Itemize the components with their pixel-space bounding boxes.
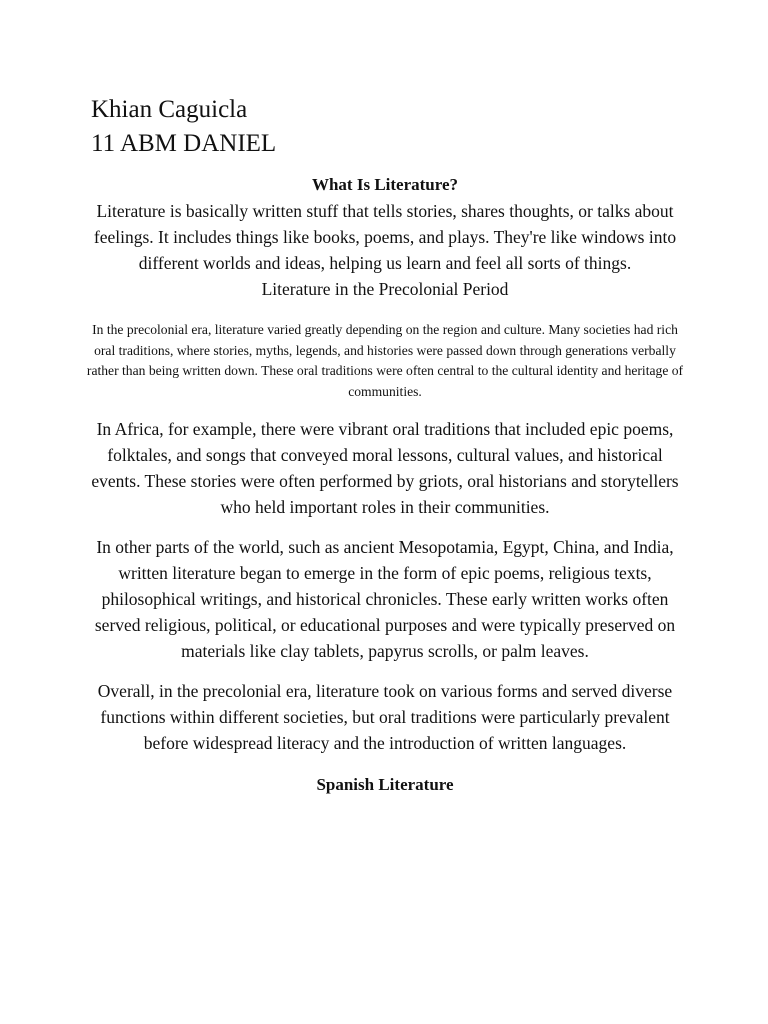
paragraph-precolonial-intro: In the precolonial era, literature varied greatly depending on the region and culture. Many societies had rich oral traditions, where stories, myths, legends, and histories were passed down through generations verbally rather than being written down. These oral traditions were often central to the cultural identity and heritage of communities. <box>86 322 684 399</box>
paragraph-what-is-literature: Literature is basically written stuff that tells stories, shares thoughts, or talks about feelings. It includes things like books, poems, and plays. They're like windows into different worlds and ideas, helping us learn and feel all sorts of things. <box>93 201 677 273</box>
author-block <box>91 93 276 161</box>
heading-precolonial-period: Literature in the Precolonial Period <box>261 279 509 299</box>
spacer <box>86 520 684 534</box>
spacer <box>86 756 684 772</box>
heading-what-is-literature: What Is Literature? <box>311 175 459 194</box>
paragraph-overall: Overall, in the precolonial era, literature took on various forms and served diverse functions within different societies, but oral traditions were particularly prevalent before widespread literacy and the introduction of written languages. <box>97 681 673 754</box>
spacer <box>86 302 684 320</box>
spacer <box>86 664 684 678</box>
paragraph-africa: In Africa, for example, there were vibrant oral traditions that included epic poems, folktales, and songs that conveyed moral lessons, cultural values, and historical events. These stories were often performed by griots, oral historians and storytellers who held important roles in their communities. <box>91 419 679 518</box>
author-section: 11 ABM DANIEL <box>91 130 277 157</box>
spacer <box>86 402 684 416</box>
document-body <box>86 172 684 798</box>
heading-spanish-literature: Spanish Literature <box>316 775 454 795</box>
author-name: Khian Caguicla <box>91 96 248 123</box>
paragraph-other-parts-of-world: In other parts of the world, such as ancient Mesopotamia, Egypt, China, and India, written literature began to emerge in the form of epic poems, religious texts, philosophical writings, and historical chronicles. These early written works often served religious, political, or educational purposes and were typically preserved on materials like clay tablets, papyrus scrolls, or palm leaves. <box>94 537 676 662</box>
